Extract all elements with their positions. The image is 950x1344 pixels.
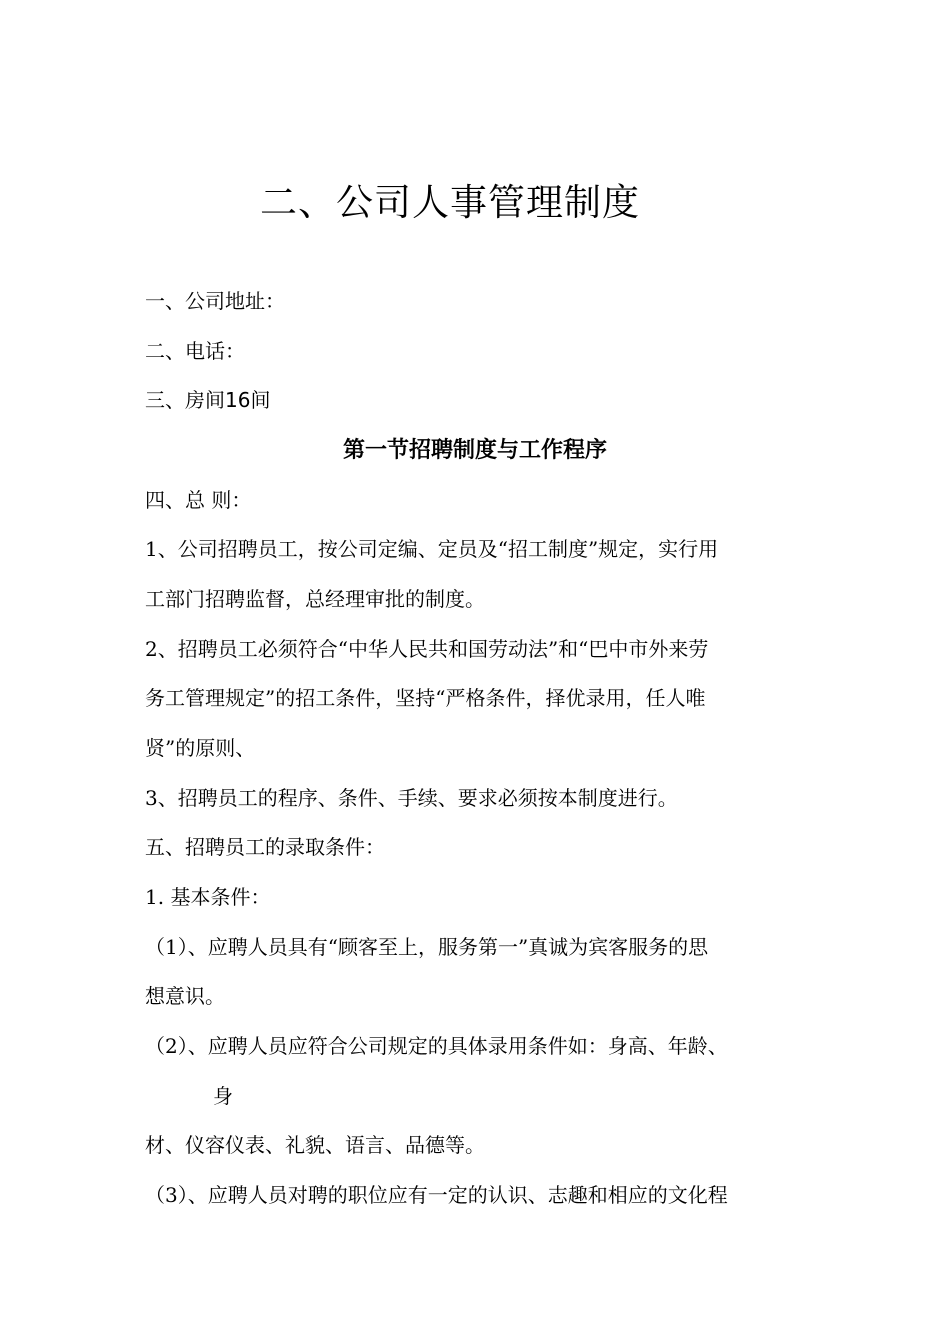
- paragraph-line: 工部门招聘监督，总经理审批的制度。: [145, 587, 485, 611]
- document-title: 二、公司人事管理制度: [260, 181, 640, 224]
- paragraph-line: 2、招聘员工必须符合“中华人民共和国劳动法”和“巴中市外来劳: [145, 637, 709, 661]
- paragraph-line: 材、仪容仪表、礼貌、语言、品德等。: [145, 1133, 485, 1157]
- paragraph-line: 身: [213, 1084, 233, 1108]
- paragraph-line: （2）、应聘人员应符合公司规定的具体录用条件如：身高、年龄、: [145, 1034, 728, 1058]
- paragraph-line: 贤”的原则、: [145, 736, 256, 760]
- paragraph-line: 3、招聘员工的程序、条件、手续、要求必须按本制度进行。: [145, 786, 678, 810]
- paragraph-line: 1、公司招聘员工，按公司定编、定员及“招工制度”规定，实行用: [145, 537, 719, 561]
- paragraph-line: （3）、应聘人员对聘的职位应有一定的认识、志趣和相应的文化程: [145, 1183, 728, 1207]
- paragraph-line: （1）、应聘人员具有“顾客至上，服务第一”真诚为宾客服务的思: [145, 935, 709, 959]
- paragraph-line: 务工管理规定”的招工条件，坚持“严格条件，择优录用，任人唯: [145, 686, 706, 710]
- paragraph-line: 五、招聘员工的录取条件：: [145, 835, 385, 859]
- paragraph-line: 四、总 则：: [145, 488, 252, 512]
- paragraph-line: 想意识。: [145, 984, 225, 1008]
- paragraph-line: 1. 基本条件：: [145, 885, 271, 909]
- phone-line: 二、电话：: [145, 339, 245, 363]
- section-heading: 第一节招聘制度与工作程序: [342, 438, 607, 463]
- address-line: 一、公司地址：: [145, 289, 285, 313]
- rooms-line: 三、房间16间: [145, 388, 271, 412]
